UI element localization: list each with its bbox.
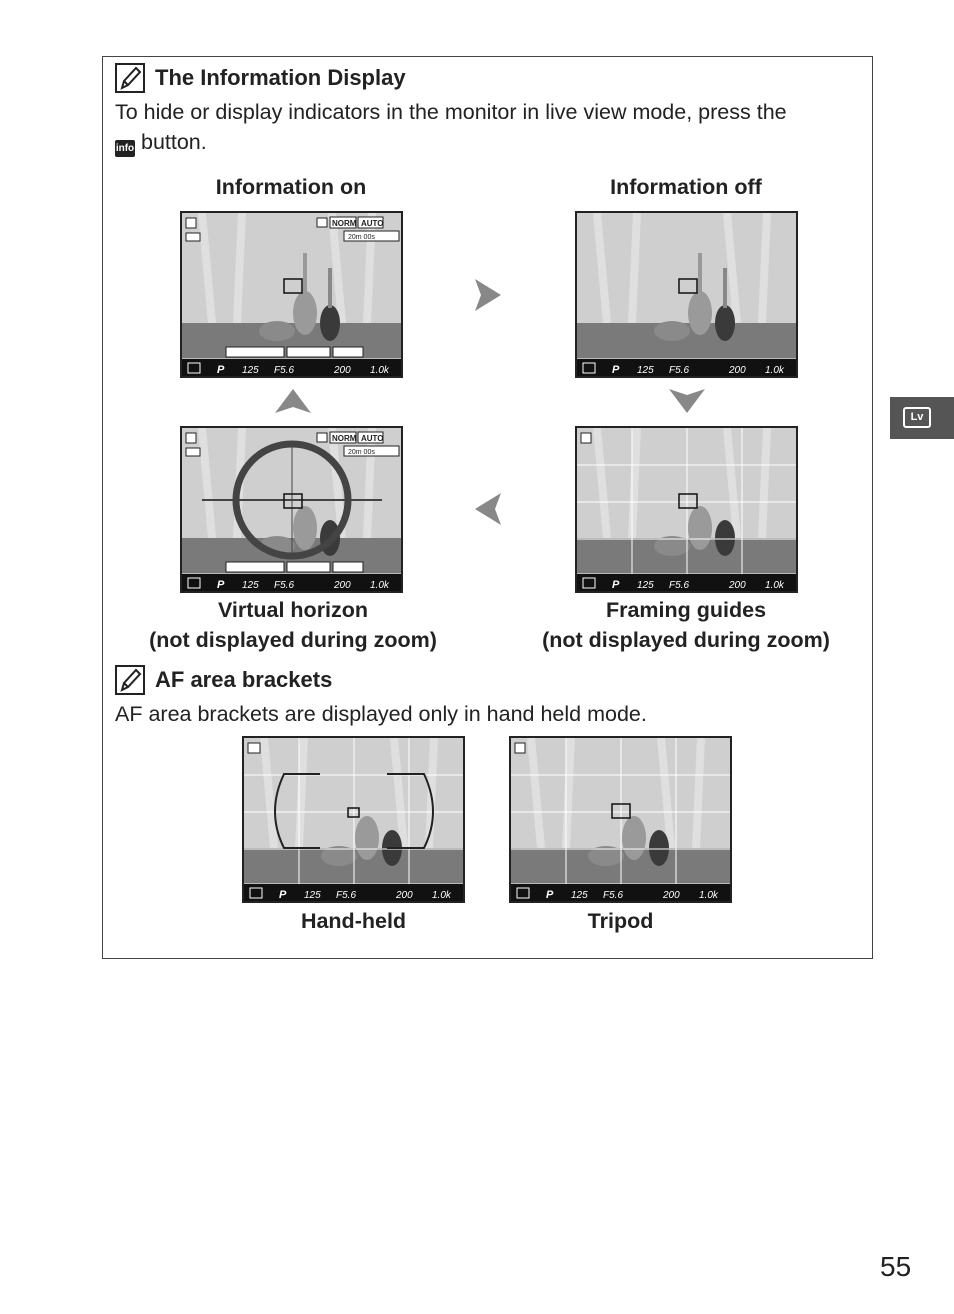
label-virtual-horizon — [123, 595, 463, 655]
live-view-icon: Lv — [903, 407, 931, 428]
label-framing-guides — [516, 595, 856, 655]
time-remaining-readout: 20m 00s — [348, 449, 375, 456]
screen-hand-held — [242, 736, 465, 903]
label-information-on: Information on — [215, 175, 367, 199]
aperture-readout: F5.6 — [603, 890, 624, 901]
mode-readout: P — [612, 579, 620, 591]
frames-readout: 1.0k — [370, 580, 389, 591]
info-button-icon: info — [115, 140, 135, 157]
note-box — [102, 56, 873, 959]
iso-readout: 200 — [729, 580, 746, 591]
iso-auto-readout: AUTO — [361, 219, 384, 228]
aperture-readout: F5.6 — [669, 365, 690, 376]
iso-readout: 200 — [396, 890, 413, 901]
framing-guides-sub: (not displayed during zoom) — [542, 628, 830, 652]
aperture-readout: F5.6 — [336, 890, 357, 901]
screen-framing-guides — [575, 426, 798, 593]
aperture-readout: F5.6 — [274, 580, 295, 591]
info-display-heading — [115, 63, 406, 93]
info-display-body — [115, 97, 865, 157]
screen-information-on — [180, 211, 403, 378]
framing-guides-title: Framing guides — [605, 598, 767, 622]
mode-readout: P — [279, 889, 287, 901]
frames-readout: 1.0k — [765, 365, 784, 376]
frames-readout: 1.0k — [699, 890, 718, 901]
virtual-horizon-title: Virtual horizon — [217, 598, 369, 622]
shutter-readout: 125 — [571, 890, 588, 901]
iso-readout: 200 — [334, 365, 351, 376]
arrow-left-icon — [471, 489, 505, 529]
shutter-readout: 125 — [242, 580, 259, 591]
pencil-note-icon — [115, 63, 145, 93]
screen-virtual-horizon — [180, 426, 403, 593]
shutter-readout: 125 — [637, 580, 654, 591]
label-hand-held: Hand-held — [300, 909, 407, 933]
arrow-up-icon — [273, 385, 313, 417]
iso-readout: 200 — [729, 365, 746, 376]
info-body-text: To hide or display indicators in the monitor in live view mode, press the — [115, 100, 787, 124]
frames-readout: 1.0k — [765, 580, 784, 591]
mode-readout: P — [217, 579, 225, 591]
screen-tripod — [509, 736, 732, 903]
label-tripod: Tripod — [587, 909, 654, 933]
arrow-right-icon — [471, 275, 505, 315]
af-brackets-body: AF area brackets are displayed only in hand held mode. — [115, 702, 647, 726]
iso-readout: 200 — [334, 580, 351, 591]
quality-readout: NORM — [332, 219, 357, 228]
shutter-readout: 125 — [304, 890, 321, 901]
shutter-readout: 125 — [637, 365, 654, 376]
iso-auto-readout: AUTO — [361, 434, 384, 443]
frames-readout: 1.0k — [432, 890, 451, 901]
af-brackets-heading — [115, 665, 332, 695]
info-body-text-end: button. — [140, 130, 207, 154]
label-information-off: Information off — [610, 175, 762, 199]
page-number: 55 — [880, 1251, 912, 1282]
mode-readout: P — [612, 364, 620, 376]
quality-readout: NORM — [332, 434, 357, 443]
mode-readout: P — [217, 364, 225, 376]
pencil-note-icon — [115, 665, 145, 695]
af-brackets-title: AF area brackets — [155, 667, 333, 692]
aperture-readout: F5.6 — [669, 580, 690, 591]
live-view-section-tab[interactable] — [890, 397, 954, 439]
mode-readout: P — [546, 889, 554, 901]
info-display-title: The Information Display — [155, 65, 406, 90]
iso-readout: 200 — [663, 890, 680, 901]
virtual-horizon-sub: (not displayed during zoom) — [149, 628, 437, 652]
shutter-readout: 125 — [242, 365, 259, 376]
time-remaining-readout: 20m 00s — [348, 234, 375, 241]
aperture-readout: F5.6 — [274, 365, 295, 376]
screen-information-off — [575, 211, 798, 378]
arrow-down-icon — [667, 385, 707, 417]
frames-readout: 1.0k — [370, 365, 389, 376]
